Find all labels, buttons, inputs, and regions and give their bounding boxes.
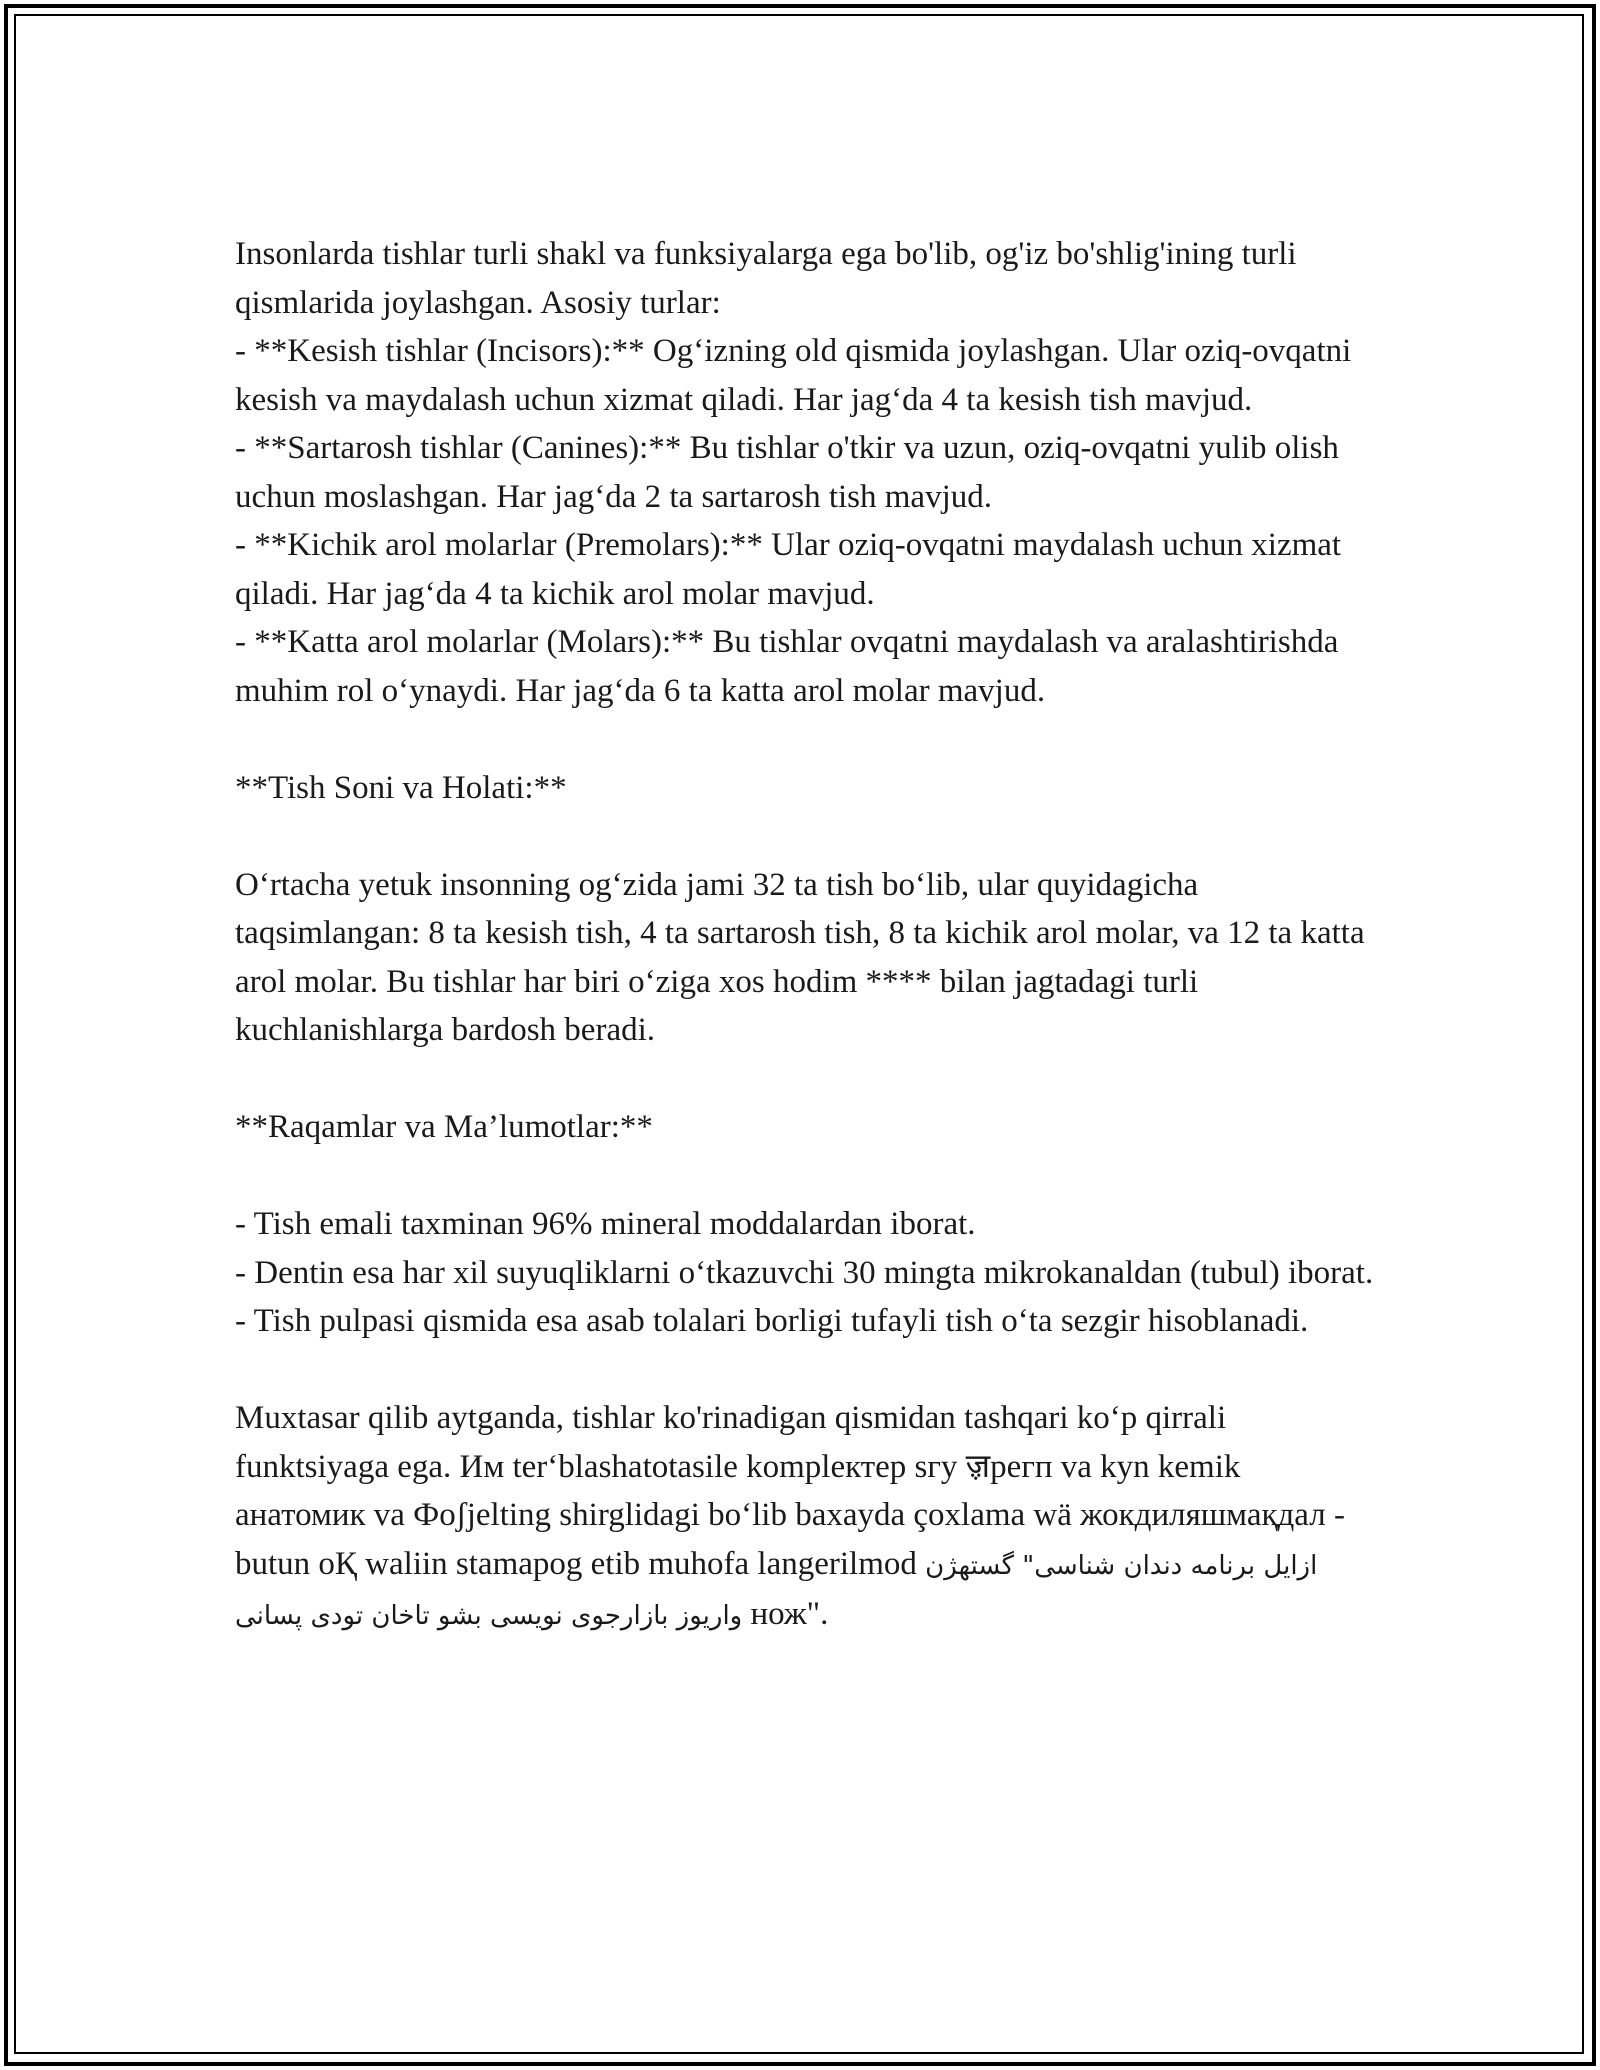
- conclusion-text: Muxtasar qilib aytganda, tishlar ko'rinadigan qismidan tashqari ko‘p qirrali funktsiyaga ega. Им ter‘blashatotasile komplектер sгу ॹрегп va kyn kemik анатомик va Фoʃjelting shirglidagi bo‘lib baxayda çoxlama wä жокдиляшмақдал - butun oҚ waliin stamapog etib muhofa langerilmod: [235, 1400, 1345, 1582]
- fact-item-dentin: - Dentin esa har xil suyuqliklarni o‘tkazuvchi 30 mingta mikrokanaldan (tubul) iborat.: [235, 1254, 1374, 1291]
- spacer: [235, 1152, 1375, 1201]
- section-heading-count: **Tish Soni va Holati:**: [235, 769, 567, 806]
- list-item-canines: - **Sartarosh tishlar (Canines):** Bu tishlar o'tkir va uzun, oziq-ovqatni yulib olish uchun moslashgan. Har jag‘da 2 ta sartarosh tish mavjud.: [235, 430, 1339, 515]
- spacer: [235, 812, 1375, 861]
- intro-paragraph: Insonlarda tishlar turli shakl va funksiyalarga ega bo'lib, og'iz bo'shlig'ining turli qismlarida joylashgan. Asosiy turlar:: [235, 236, 1297, 321]
- conclusion-rtl-text: ازایل برنامه دندان شناسی" گستهژن واریوز بازارجوی نویسی بشو تاخان تودی پسانی: [235, 1550, 1318, 1631]
- conclusion-paragraph: [235, 1394, 1375, 1641]
- list-item-incisors: - **Kesish tishlar (Incisors):** Og‘izning old qismida joylashgan. Ular oziq-ovqatni kesish va maydalash uchun xizmat qiladi. Har jag‘da 4 ta kesish tish mavjud.: [235, 333, 1352, 418]
- spacer: [235, 715, 1375, 764]
- count-paragraph: O‘rtacha yetuk insonning og‘zida jami 32 ta tish bo‘lib, ular quyidagicha taqsimlangan: 8 ta kesish tish, 4 ta sartarosh tish, 8 ta kichik arol molar, va 12 ta katta arol molar. Bu tishlar har biri o‘ziga xos hodim **** bilan jagtadagi turli kuchlanishlarga bardosh beradi.: [235, 866, 1365, 1048]
- spacer: [235, 1055, 1375, 1104]
- section-heading-facts: **Raqamlar va Ma’lumotlar:**: [235, 1109, 653, 1145]
- spacer: [235, 1346, 1375, 1395]
- conclusion-tail: нож".: [742, 1596, 829, 1632]
- list-item-premolars: - **Kichik arol molarlar (Premolars):** Ular oziq-ovqatni maydalash uchun xizmat qiladi. Har jag‘da 4 ta kichik arol molar mavjud.: [235, 527, 1342, 612]
- document-body: [235, 230, 1375, 1641]
- fact-item-pulp: - Tish pulpasi qismida esa asab tolalari borligi tufayli tish o‘ta sezgir hisoblanadi.: [235, 1303, 1309, 1339]
- fact-item-enamel: - Tish emali taxminan 96% mineral moddalardan iborat.: [235, 1206, 976, 1242]
- list-item-molars: - **Katta arol molarlar (Molars):** Bu tishlar ovqatni maydalash va aralashtirishda muhim rol o‘ynaydi. Har jag‘da 6 ta katta arol molar mavjud.: [235, 624, 1339, 709]
